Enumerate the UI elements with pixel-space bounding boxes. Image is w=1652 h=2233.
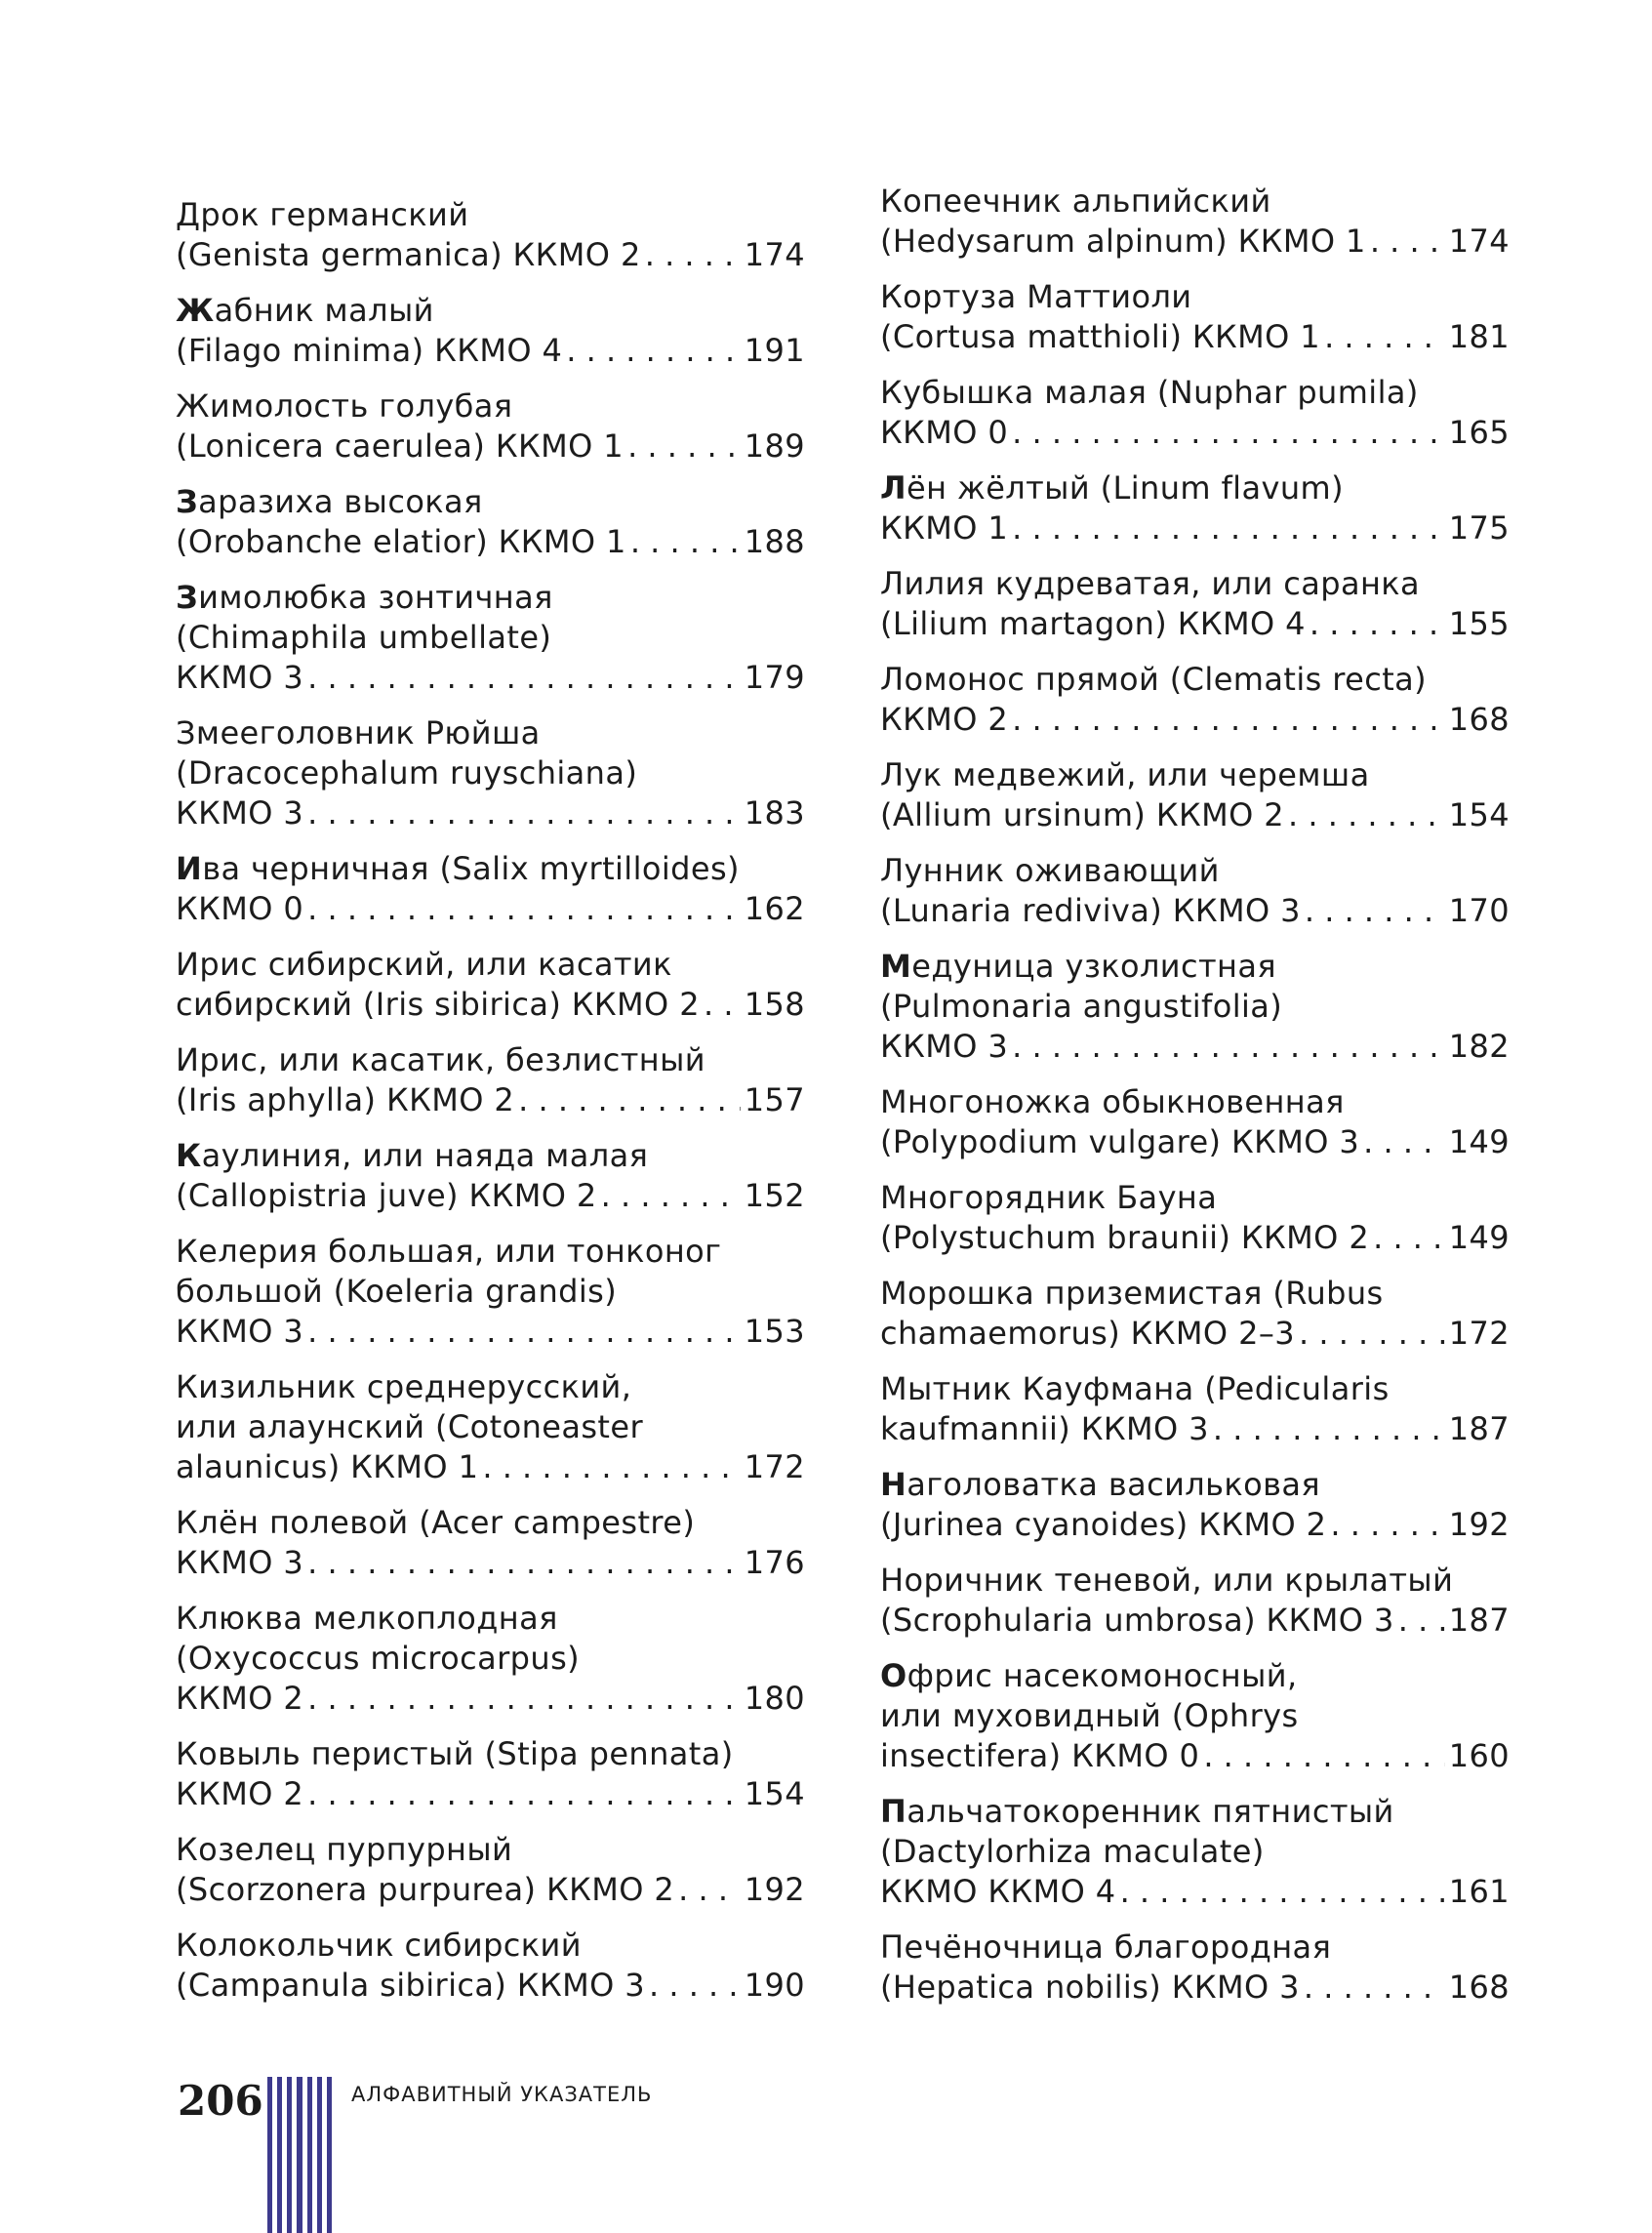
entry-reference-line <box>176 1447 805 1487</box>
entry-page-number: 149 <box>1448 1123 1510 1160</box>
entry-line <box>176 578 805 618</box>
index-entry <box>176 849 805 929</box>
entry-text: Ирис сибирский, или касатик <box>176 946 672 983</box>
index-entry <box>880 277 1510 357</box>
entry-page-number: 182 <box>1448 1028 1510 1065</box>
entry-page-number: 155 <box>1448 605 1510 642</box>
entry-status: kaufmannii) ККМО 3 <box>880 1410 1209 1447</box>
index-entry <box>880 851 1510 931</box>
entry-reference-line <box>176 522 805 562</box>
entry-text: Лук медвежий, или черемша <box>880 756 1370 793</box>
entry-text: Норичник теневой, или крылатый <box>880 1562 1454 1599</box>
entry-initial: З <box>176 579 199 616</box>
index-column-right <box>880 182 1510 2023</box>
entry-line <box>176 1136 805 1176</box>
entry-reference-line <box>176 426 805 467</box>
entry-status: (Filago minima) ККМО 4 <box>176 332 563 369</box>
entry-text: имолюбка зонтичная <box>198 579 553 616</box>
entry-page-number: 162 <box>744 890 805 927</box>
entry-status: (Lunaria rediviva) ККМО 3 <box>880 892 1301 929</box>
entry-line <box>880 987 1510 1027</box>
entry-line <box>880 1082 1510 1122</box>
leader-dots <box>1012 508 1445 548</box>
index-entry <box>176 945 805 1025</box>
entry-reference-line <box>176 1870 805 1910</box>
entry-reference-line <box>880 1218 1510 1258</box>
entry-reference-line <box>880 1122 1510 1162</box>
entry-page-number: 168 <box>1448 1969 1510 2006</box>
entry-reference-line <box>880 1968 1510 2008</box>
index-entry <box>176 1599 805 1719</box>
entry-status: (Hedysarum alpinum) ККМО 1 <box>880 223 1366 260</box>
entry-page-number: 190 <box>744 1967 805 2004</box>
leader-dots <box>627 426 741 467</box>
entry-status: (Hepatica nobilis) ККМО 3 <box>880 1969 1300 2006</box>
entry-status: ККМО 0 <box>176 890 304 927</box>
entry-text: (Chimaphila umbellate) <box>176 619 552 656</box>
index-entry <box>176 291 805 371</box>
leader-dots <box>1299 1314 1445 1354</box>
entry-reference-line <box>176 658 805 698</box>
index-entry <box>880 1656 1510 1776</box>
entry-reference-line <box>176 889 805 929</box>
index-entry <box>176 1136 805 1216</box>
entry-text: Козелец пурпурный <box>176 1831 513 1868</box>
entry-status: (Genista germanica) ККМО 2 <box>176 236 641 273</box>
entry-page-number: 191 <box>744 332 805 369</box>
leader-dots <box>1012 1027 1445 1067</box>
index-entry <box>880 182 1510 262</box>
leader-dots <box>649 1966 741 2006</box>
entry-text: Келерия большая, или тонконог <box>176 1233 722 1270</box>
entry-text: Морошка приземистая (Rubus <box>880 1275 1384 1312</box>
index-entry <box>176 1503 805 1583</box>
entry-text: Клюква мелкоплодная <box>176 1600 558 1637</box>
entry-reference-line <box>176 1774 805 1814</box>
entry-status: сибирский (Iris sibirica) ККМО 2 <box>176 986 700 1023</box>
index-entry <box>880 1792 1510 1912</box>
entry-page-number: 188 <box>744 523 805 560</box>
entry-text: Ковыль перистый (Stipa pennata) <box>176 1735 734 1772</box>
leader-dots <box>1324 317 1445 357</box>
leader-dots <box>601 1176 741 1216</box>
entry-reference-line <box>880 1505 1510 1545</box>
entry-reference-line <box>880 1601 1510 1641</box>
entry-status: (Scrophularia umbrosa) ККМО 3 <box>880 1602 1394 1639</box>
leader-dots <box>1012 413 1445 453</box>
entry-line <box>176 1232 805 1272</box>
entry-line <box>880 182 1510 222</box>
entry-line <box>880 373 1510 413</box>
index-entry <box>880 1561 1510 1641</box>
index-entry <box>880 1274 1510 1354</box>
page-number: 206 <box>178 2077 263 2125</box>
leader-dots <box>1330 1505 1444 1545</box>
index-entry <box>880 1928 1510 2008</box>
entry-line <box>176 1734 805 1774</box>
entry-line <box>176 1639 805 1679</box>
index-entry <box>880 373 1510 453</box>
entry-page-number: 192 <box>1448 1506 1510 1543</box>
entry-page-number: 149 <box>1448 1219 1510 1256</box>
entry-text: ва черничная (Salix myrtilloides) <box>202 850 740 887</box>
leader-dots <box>1203 1736 1444 1776</box>
entry-text: Ломонос прямой (Clematis recta) <box>880 661 1428 698</box>
entry-text: (Pulmonaria angustifolia) <box>880 988 1283 1025</box>
entry-status: ККМО ККМО 4 <box>880 1873 1116 1910</box>
leader-dots <box>307 658 741 698</box>
entry-line <box>880 1656 1510 1696</box>
entry-line <box>176 1040 805 1080</box>
entry-page-number: 174 <box>744 236 805 273</box>
entry-status: (Polystuchum braunii) ККМО 2 <box>880 1219 1370 1256</box>
entry-reference-line <box>176 1080 805 1120</box>
index-entry <box>176 1926 805 2006</box>
entry-reference-line <box>176 1679 805 1719</box>
entry-text: фрис насекомоносный, <box>907 1657 1298 1694</box>
entry-page-number: 181 <box>1448 318 1510 355</box>
entry-initial: П <box>880 1793 907 1830</box>
entry-status: (Callopistria juve) ККМО 2 <box>176 1177 597 1214</box>
entry-text: Многоножка обыкновенная <box>880 1083 1345 1120</box>
index-entry <box>176 713 805 833</box>
entry-page-number: 158 <box>744 986 805 1023</box>
section-title: АЛФАВИТНЫЙ УКАЗАТЕЛЬ <box>351 2083 653 2106</box>
entry-reference-line <box>880 1736 1510 1776</box>
entry-text: Кортуза Маттиоли <box>880 278 1192 315</box>
entry-page-number: 168 <box>1448 701 1510 738</box>
entry-text: Змееголовник Рюйша <box>176 714 541 751</box>
entry-text: альчатокоренник пятнистый <box>907 1793 1394 1830</box>
entry-line <box>880 1369 1510 1409</box>
entry-page-number: 170 <box>1448 892 1510 929</box>
entry-status: ККМО 3 <box>176 1313 304 1350</box>
entry-initial: Л <box>880 469 907 507</box>
entry-status: alaunicus) ККМО 1 <box>176 1448 479 1485</box>
index-entry <box>176 1232 805 1352</box>
entry-status: (Cortusa matthioli) ККМО 1 <box>880 318 1321 355</box>
entry-line <box>176 1599 805 1639</box>
index-entry <box>880 947 1510 1067</box>
entry-page-number: 165 <box>1448 414 1510 451</box>
leader-dots <box>630 522 741 562</box>
entry-line <box>176 195 805 235</box>
leader-dots <box>1373 1218 1445 1258</box>
index-column-left <box>176 195 805 2021</box>
entry-text: (Oxycoccus microcarpus) <box>176 1640 581 1677</box>
entry-status: ККМО 2 <box>176 1775 304 1812</box>
entry-page-number: 160 <box>1448 1737 1510 1774</box>
entry-text: (Dactylorhiza maculate) <box>880 1833 1265 1870</box>
entry-page-number: 192 <box>744 1871 805 1908</box>
index-entry <box>880 660 1510 740</box>
entry-reference-line <box>880 1314 1510 1354</box>
entry-text: Клён полевой (Acer campestre) <box>176 1504 696 1541</box>
entry-line <box>880 277 1510 317</box>
leader-dots <box>678 1870 741 1910</box>
entry-page-number: 179 <box>744 659 805 696</box>
leader-dots <box>1398 1601 1445 1641</box>
entry-reference-line <box>880 413 1510 453</box>
entry-page-number: 189 <box>744 427 805 465</box>
index-entry <box>176 1367 805 1487</box>
entry-line <box>176 945 805 985</box>
entry-reference-line <box>880 604 1510 644</box>
leader-dots <box>1012 700 1445 740</box>
index-entry <box>880 468 1510 548</box>
entry-text: аразиха высокая <box>198 483 483 520</box>
entry-page-number: 152 <box>744 1177 805 1214</box>
entry-page-number: 172 <box>1448 1315 1510 1352</box>
leader-dots <box>307 1774 741 1814</box>
entry-status: ККМО 2 <box>176 1680 304 1717</box>
entry-status: (Allium ursinum) ККМО 2 <box>880 796 1285 833</box>
entry-page-number: 157 <box>744 1081 805 1118</box>
index-entry <box>176 1040 805 1120</box>
entry-page-number: 172 <box>744 1448 805 1485</box>
entry-status: ККМО 0 <box>880 414 1009 451</box>
entry-text: Многорядник Бауна <box>880 1179 1218 1216</box>
entry-line <box>880 1928 1510 1968</box>
entry-text: аголоватка васильковая <box>907 1466 1321 1503</box>
leader-dots <box>307 793 741 833</box>
entry-line <box>176 1503 805 1543</box>
entry-reference-line <box>176 1543 805 1583</box>
entry-line <box>176 849 805 889</box>
leader-dots <box>566 331 740 371</box>
entry-initial: И <box>176 850 203 887</box>
entry-text: Кубышка малая (Nuphar pumila) <box>880 374 1419 411</box>
entry-status: ККМО 3 <box>176 794 304 832</box>
leader-dots <box>1310 604 1445 644</box>
entry-text: Ирис, или касатик, безлистный <box>176 1041 705 1078</box>
leader-dots <box>1304 1968 1445 2008</box>
entry-page-number: 154 <box>1448 796 1510 833</box>
entry-line <box>880 1832 1510 1872</box>
entry-text: Печёночница благородная <box>880 1928 1332 1966</box>
entry-line <box>176 386 805 426</box>
entry-text: (Dracocephalum ruyschiana) <box>176 754 638 792</box>
entry-line <box>880 564 1510 604</box>
entry-text: Копеечник альпийский <box>880 183 1271 220</box>
entry-line <box>176 1830 805 1870</box>
entry-line <box>176 291 805 331</box>
entry-status: ККМО 3 <box>176 1544 304 1581</box>
entry-page-number: 183 <box>744 794 805 832</box>
entry-status: (Polypodium vulgare) ККМО 3 <box>880 1123 1360 1160</box>
entry-page-number: 180 <box>744 1680 805 1717</box>
entry-reference-line <box>880 891 1510 931</box>
entry-reference-line <box>880 700 1510 740</box>
entry-status: ККМО 3 <box>880 1028 1009 1065</box>
entry-reference-line <box>880 508 1510 548</box>
index-entry <box>880 1369 1510 1449</box>
index-entry <box>880 755 1510 835</box>
entry-initial: Ж <box>176 292 215 329</box>
index-entry <box>176 1734 805 1814</box>
entry-reference-line <box>176 1966 805 2006</box>
index-entry <box>176 195 805 275</box>
entry-page-number: 161 <box>1448 1873 1510 1910</box>
leader-dots <box>1305 891 1445 931</box>
entry-initial: З <box>176 483 199 520</box>
entry-line <box>880 1792 1510 1832</box>
entry-text: Кизильник среднерусский, <box>176 1368 632 1405</box>
page-footer <box>178 2069 958 2225</box>
entry-line <box>880 660 1510 700</box>
entry-initial: О <box>880 1657 907 1694</box>
entry-line <box>176 713 805 753</box>
entry-reference-line <box>176 985 805 1025</box>
entry-text: Мытник Кауфмана (Pedicularis <box>880 1370 1390 1407</box>
index-entry <box>880 1178 1510 1258</box>
entry-reference-line <box>880 795 1510 835</box>
entry-line <box>880 1561 1510 1601</box>
entry-reference-line <box>176 235 805 275</box>
entry-line <box>176 1926 805 1966</box>
index-entry <box>176 1830 805 1910</box>
entry-line <box>176 1272 805 1312</box>
entry-reference-line <box>176 331 805 371</box>
entry-reference-line <box>176 1312 805 1352</box>
entry-status: (Campanula sibirica) ККМО 3 <box>176 1967 646 2004</box>
entry-page-number: 174 <box>1448 223 1510 260</box>
entry-text: Дрок германский <box>176 196 469 233</box>
decorative-stripes <box>267 2077 332 2233</box>
entry-status: (Jurinea cyanoides) ККМО 2 <box>880 1506 1327 1543</box>
entry-text: или муховидный (Ophrys <box>880 1697 1299 1734</box>
entry-page-number: 154 <box>744 1775 805 1812</box>
entry-status: ККМО 3 <box>176 659 304 696</box>
entry-text: большой (Koeleria grandis) <box>176 1273 618 1310</box>
index-entry <box>880 564 1510 644</box>
index-entry <box>880 1465 1510 1545</box>
entry-reference-line <box>176 793 805 833</box>
leader-dots <box>1288 795 1445 835</box>
leader-dots <box>1363 1122 1445 1162</box>
entry-reference-line <box>880 317 1510 357</box>
entry-page-number: 187 <box>1448 1602 1510 1639</box>
entry-text: Жимолость голубая <box>176 387 513 425</box>
entry-line <box>880 1465 1510 1505</box>
entry-status: (Scorzonera purpurea) ККМО 2 <box>176 1871 675 1908</box>
entry-status: ККМО 1 <box>880 509 1009 547</box>
leader-dots <box>307 1543 741 1583</box>
entry-page-number: 176 <box>744 1544 805 1581</box>
entry-status: chamaemorus) ККМО 2–3 <box>880 1315 1295 1352</box>
entry-line <box>880 1178 1510 1218</box>
entry-text: абник малый <box>214 292 434 329</box>
leader-dots <box>518 1080 741 1120</box>
entry-line <box>880 851 1510 891</box>
leader-dots <box>482 1447 740 1487</box>
leader-dots <box>1213 1409 1445 1449</box>
entry-page-number: 153 <box>744 1313 805 1350</box>
entry-line <box>880 947 1510 987</box>
entry-status: (Orobanche elatior) ККМО 1 <box>176 523 626 560</box>
entry-initial: М <box>880 948 912 985</box>
entry-reference-line <box>880 1027 1510 1067</box>
entry-line <box>880 755 1510 795</box>
entry-text: ён жёлтый (Linum flavum) <box>906 469 1344 507</box>
entry-text: Лилия кудреватая, или саранка <box>880 565 1421 602</box>
index-entry <box>176 578 805 698</box>
entry-reference-line <box>880 1872 1510 1912</box>
entry-status: (Lonicera caerulea) ККМО 1 <box>176 427 625 465</box>
entry-text: или алаунский (Cotoneaster <box>176 1408 644 1445</box>
entry-line <box>176 1367 805 1407</box>
index-entry <box>176 386 805 467</box>
leader-dots <box>307 1679 741 1719</box>
leader-dots <box>704 985 741 1025</box>
leader-dots <box>307 1312 741 1352</box>
entry-line <box>880 468 1510 508</box>
entry-text: Лунник оживающий <box>880 852 1220 889</box>
entry-status: (Iris aphylla) ККМО 2 <box>176 1081 515 1118</box>
leader-dots <box>1370 222 1445 262</box>
entry-page-number: 187 <box>1448 1410 1510 1447</box>
entry-reference-line <box>880 222 1510 262</box>
entry-line <box>176 618 805 658</box>
entry-reference-line <box>880 1409 1510 1449</box>
entry-text: аулиния, или наяда малая <box>201 1137 649 1174</box>
leader-dots <box>645 235 741 275</box>
leader-dots <box>1120 1872 1445 1912</box>
entry-line <box>176 482 805 522</box>
entry-line <box>880 1696 1510 1736</box>
entry-text: едуница узколистная <box>911 948 1277 985</box>
entry-line <box>176 753 805 793</box>
entry-line <box>176 1407 805 1447</box>
index-entry <box>880 1082 1510 1162</box>
entry-status: (Lilium martagon) ККМО 4 <box>880 605 1306 642</box>
index-entry <box>176 482 805 562</box>
leader-dots <box>307 889 741 929</box>
entry-line <box>880 1274 1510 1314</box>
entry-initial: К <box>176 1137 202 1174</box>
entry-initial: Н <box>880 1466 907 1503</box>
entry-page-number: 175 <box>1448 509 1510 547</box>
entry-status: insectifera) ККМО 0 <box>880 1737 1200 1774</box>
entry-status: ККМО 2 <box>880 701 1009 738</box>
entry-text: Колокольчик сибирский <box>176 1927 582 1964</box>
entry-reference-line <box>176 1176 805 1216</box>
